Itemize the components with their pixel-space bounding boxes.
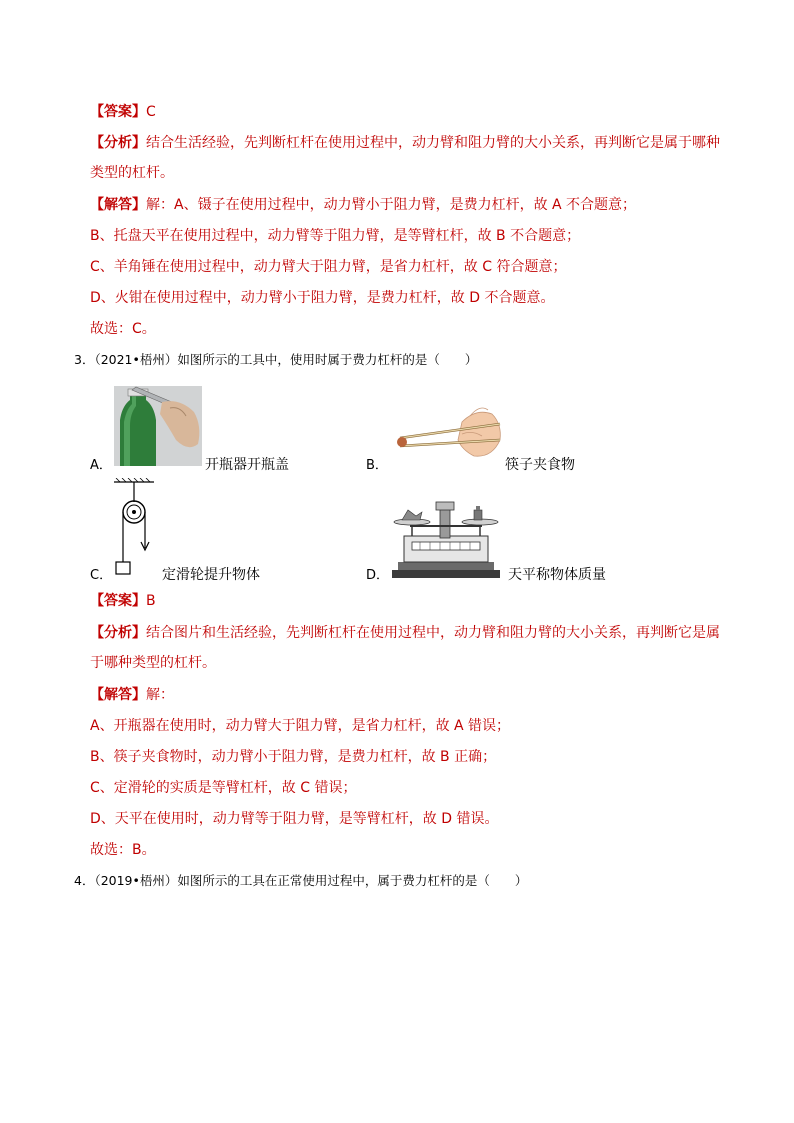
q2-solution-line-3: C、羊角锤在使用过程中，动力臂大于阻力臂，是省力杠杆，故 C 符合题意；	[90, 259, 567, 275]
option-d-caption: 天平称物体质量	[508, 567, 606, 583]
analysis-text: 结合图片和生活经验，先判断杠杆在使用过程中，动力臂和阻力臂的大小关系，再判断它是属	[146, 625, 720, 641]
answer-tag: 【答案】	[90, 104, 146, 120]
fixed-pulley-image	[110, 478, 158, 576]
option-b-caption: 筷子夹食物	[505, 457, 575, 473]
q2-analysis-line-1	[90, 134, 720, 152]
bottle-opener-image	[114, 386, 202, 466]
q3-choice: 故选：B。	[90, 842, 156, 858]
q2-analysis-line-2: 类型的杠杆。	[90, 165, 174, 181]
answer-tag: 【答案】	[90, 593, 146, 609]
q2-solution-line-1	[90, 196, 636, 214]
answer-value: B	[146, 593, 156, 609]
solution-text: 解：A、镊子在使用过程中，动力臂小于阻力臂，是费力杠杆，故 A 不合题意；	[146, 197, 637, 213]
analysis-tag: 【分析】	[90, 625, 146, 641]
q3-stem: 3．（2021•梧州）如图所示的工具中，使用时属于费力杠杆的是（ ）	[74, 352, 478, 367]
q3-solution-line-3: C、定滑轮的实质是等臂杠杆，故 C 错误；	[90, 780, 357, 796]
option-a-caption: 开瓶器开瓶盖	[205, 457, 289, 473]
answer-value: C	[146, 104, 156, 120]
option-d-letter: D．	[366, 568, 390, 583]
q4-stem: 4．（2019•梧州）如图所示的工具在正常使用过程中，属于费力杠杆的是（ ）	[74, 873, 528, 888]
analysis-text: 结合生活经验，先判断杠杆在使用过程中，动力臂和阻力臂的大小关系，再判断它是属于哪种	[146, 135, 720, 151]
q3-answer-line	[90, 592, 156, 610]
balance-scale-image	[390, 496, 502, 580]
solution-tag: 【解答】	[90, 197, 146, 213]
q3-solution-line-1: A、开瓶器在使用时，动力臂大于阻力臂，是省力杠杆，故 A 错误；	[90, 718, 511, 734]
q3-solution-line-0	[90, 686, 174, 704]
solution-text: 解：	[146, 687, 174, 703]
option-b-letter: B．	[366, 458, 388, 473]
option-a-letter: A．	[90, 458, 112, 473]
solution-tag: 【解答】	[90, 687, 146, 703]
q3-solution-line-2: B、筷子夹食物时，动力臂小于阻力臂，是费力杠杆，故 B 正确；	[90, 749, 497, 765]
q3-analysis-line-1	[90, 624, 720, 642]
q2-answer-line	[90, 103, 156, 121]
option-c-letter: C．	[90, 568, 113, 583]
analysis-tag: 【分析】	[90, 135, 146, 151]
q3-solution-line-4: D、天平在使用时，动力臂等于阻力臂，是等臂杠杆，故 D 错误。	[90, 811, 499, 827]
option-c-caption: 定滑轮提升物体	[162, 567, 260, 583]
chopsticks-image	[392, 400, 504, 460]
q2-solution-line-2: B、托盘天平在使用过程中，动力臂等于阻力臂，是等臂杠杆，故 B 不合题意；	[90, 228, 581, 244]
q3-analysis-line-2: 于哪种类型的杠杆。	[90, 655, 216, 671]
q2-solution-line-4: D、火钳在使用过程中，动力臂小于阻力臂，是费力杠杆，故 D 不合题意。	[90, 290, 555, 306]
q2-choice: 故选：C。	[90, 321, 156, 337]
